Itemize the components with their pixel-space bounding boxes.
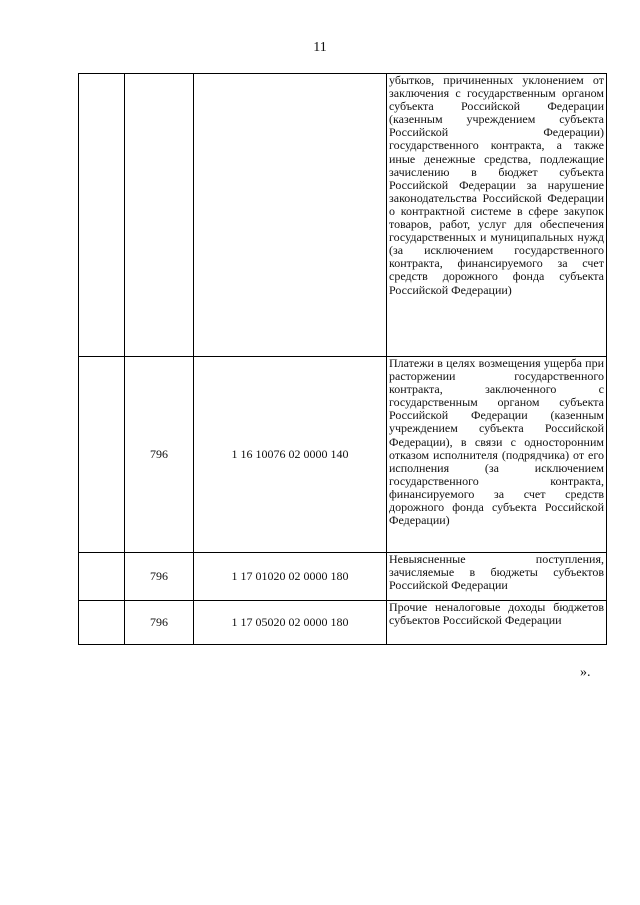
admin-code-cell xyxy=(125,74,194,357)
page-number: 11 xyxy=(313,40,327,55)
row-number-cell xyxy=(79,74,125,357)
description-cell: Прочие неналоговые доходы бюджетов субъектов Российской Федерации xyxy=(387,601,607,645)
row-number-cell xyxy=(79,357,125,553)
admin-code-cell: 796 xyxy=(125,357,194,553)
description-cell: Платежи в целях возмещения ущерба при расторжении государственного контракта, заключенного с государственным органом субъекта Российской Федерации (казенным учреждением субъекта Российской Федерации), в связи с односторонним отказом исполнителя (подрядчика) от его исполнения (за исключением государственного контракта, финансируемого за счет средств дорожного фонда субъекта Российской Федерации) xyxy=(387,357,607,553)
kbk-code-cell xyxy=(194,74,387,357)
admin-code-cell: 796 xyxy=(125,553,194,601)
table-row xyxy=(79,357,607,553)
kbk-code-cell: 1 17 05020 02 0000 180 xyxy=(194,601,387,645)
kbk-code-cell: 1 17 01020 02 0000 180 xyxy=(194,553,387,601)
row-number-cell xyxy=(79,601,125,645)
table-row xyxy=(79,553,607,601)
kbk-code-cell: 1 16 10076 02 0000 140 xyxy=(194,357,387,553)
admin-code-cell: 796 xyxy=(125,601,194,645)
description-cell: убытков, причиненных уклонением от заключения с государственным органом субъекта Российской Федерации (казенным учреждением субъекта Российской Федерации) государственного контракта, а также иные денежные средства, подлежащие зачислению в бюджет субъекта Российской Федерации за нарушение законодательства Российской Федерации о контрактной системе в сфере закупок товаров, работ, услуг для обеспечения государственных и муниципальных нужд (за исключением государственного контракта, финансируемого за счет средств дорожного фонда субъекта Российской Федерации) xyxy=(387,74,607,357)
row-number-cell xyxy=(79,553,125,601)
closing-quote: ». xyxy=(580,665,591,680)
budget-codes-table xyxy=(78,73,607,645)
description-cell: Невыясненные поступления, зачисляемые в бюджеты субъектов Российской Федерации xyxy=(387,553,607,601)
table-row xyxy=(79,601,607,645)
table-row xyxy=(79,74,607,357)
